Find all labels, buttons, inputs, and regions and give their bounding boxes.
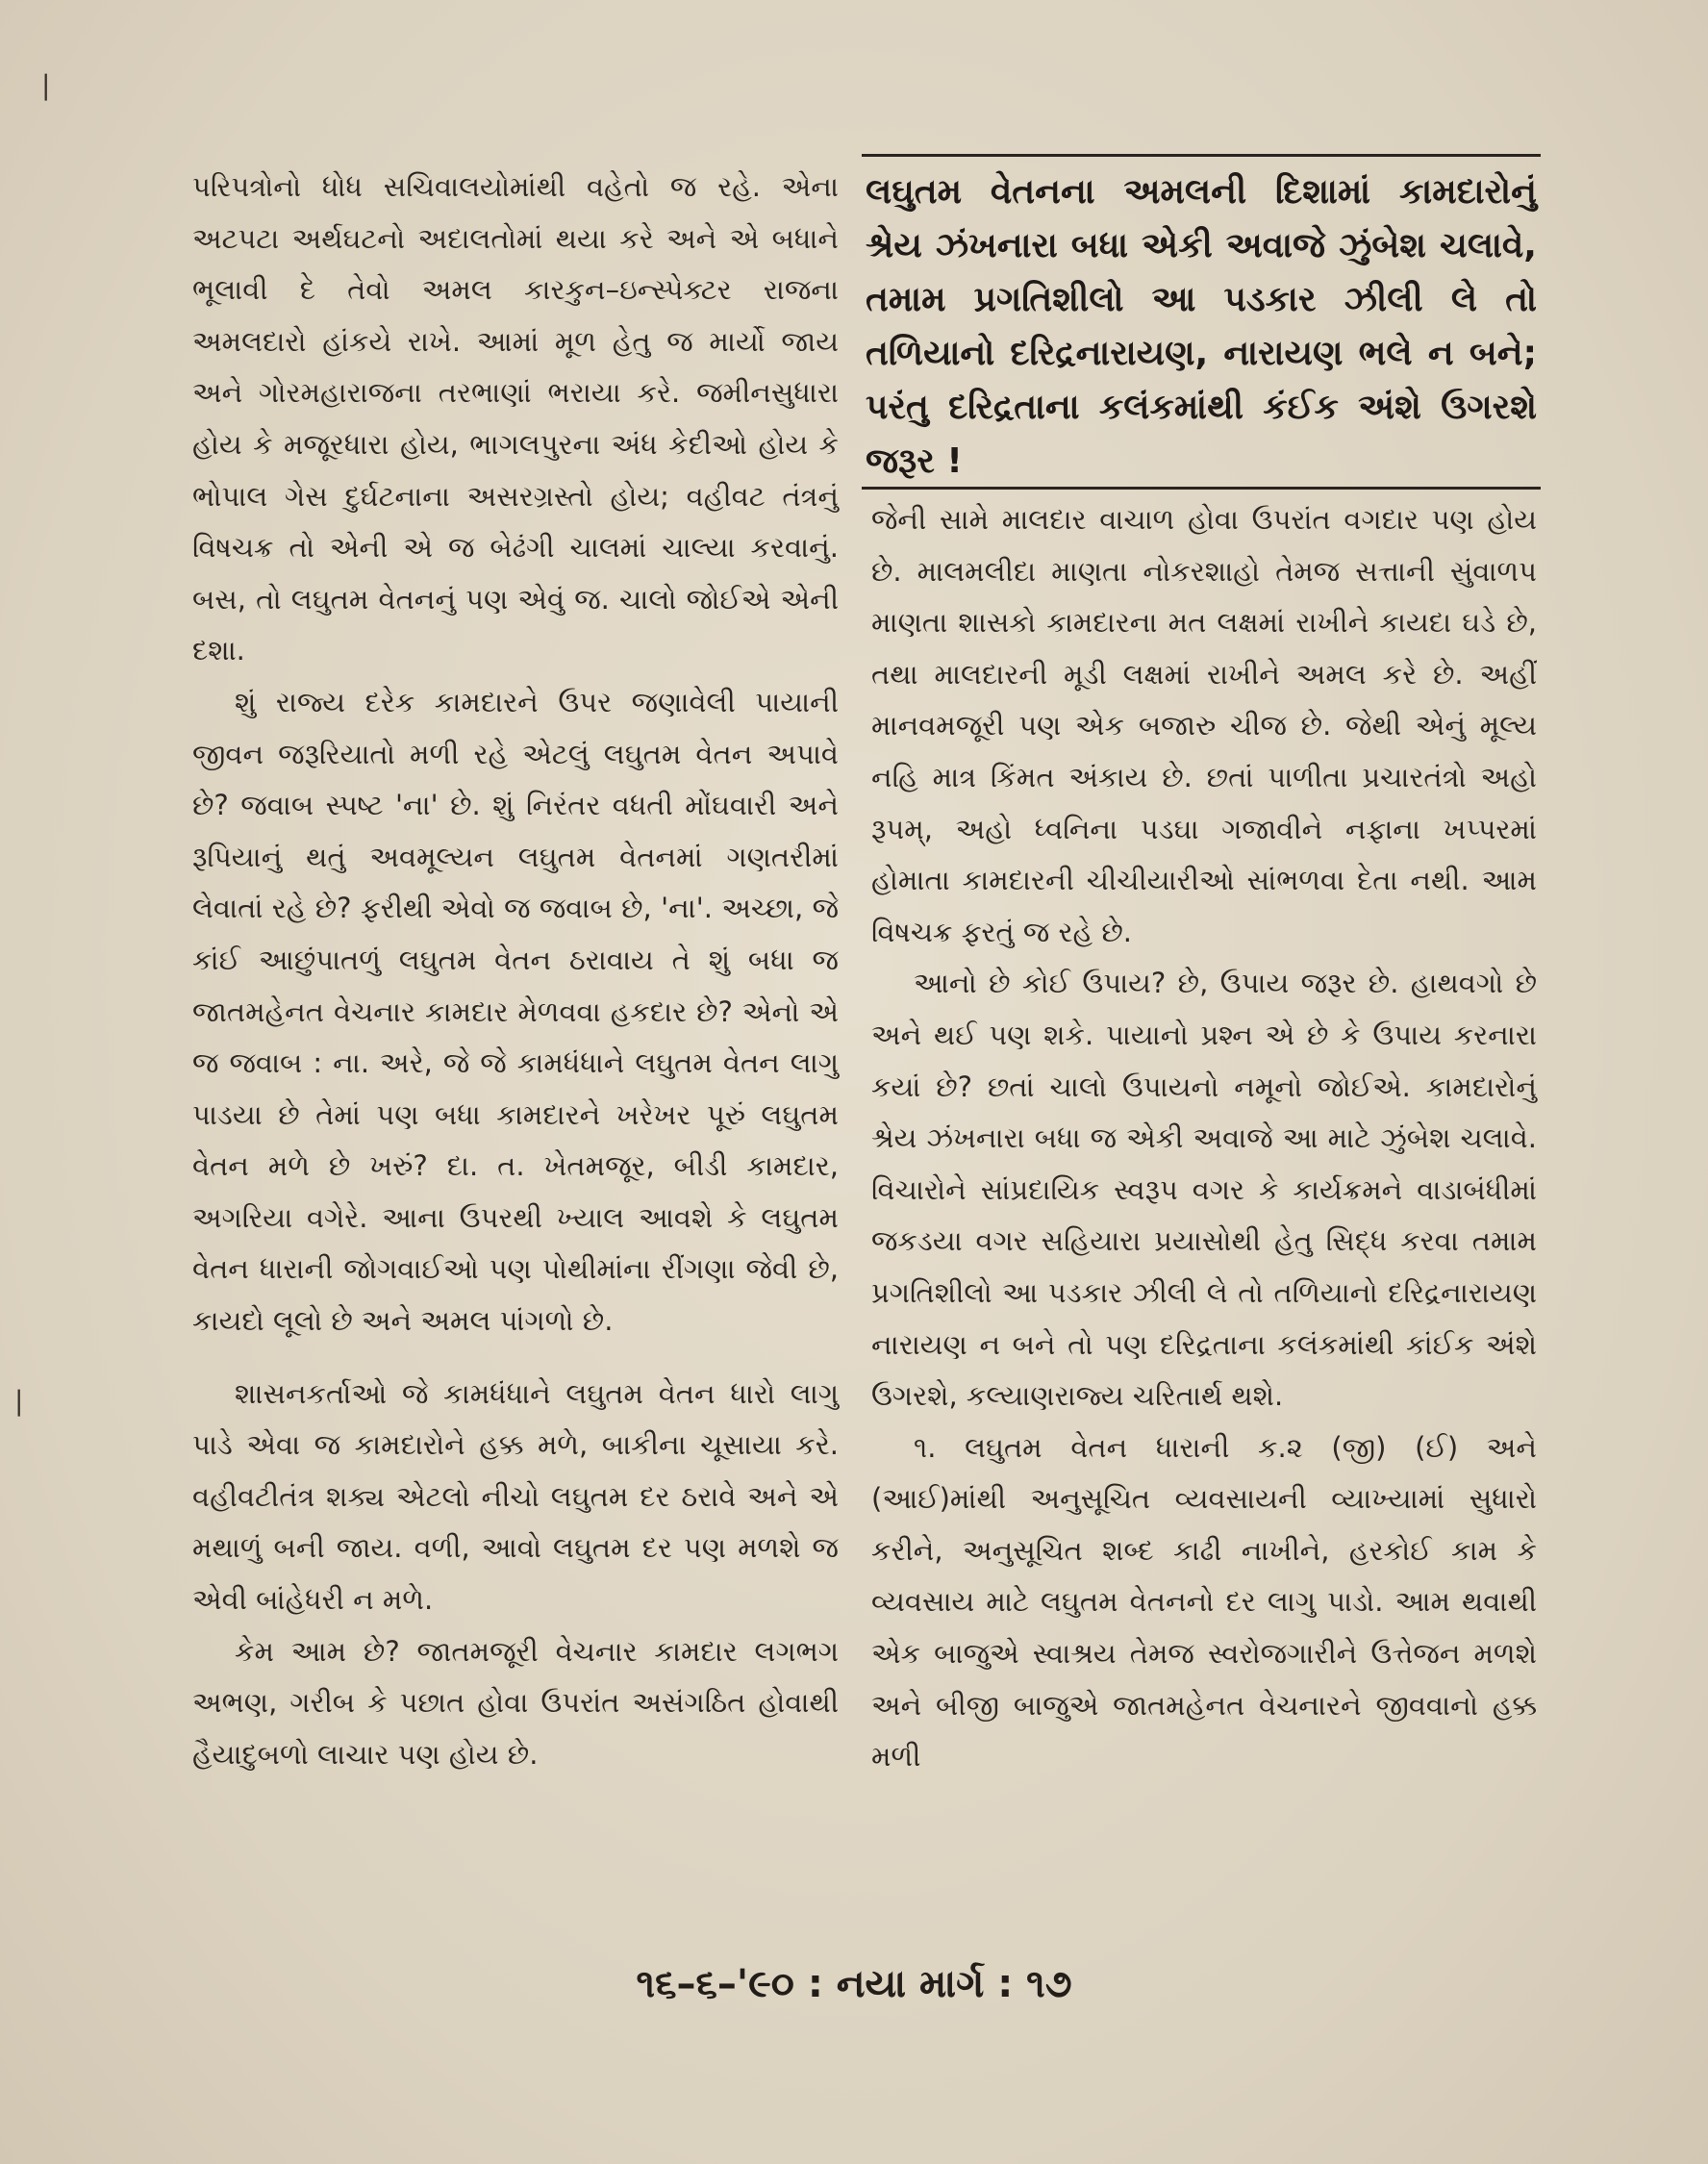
left-paragraph-1: પરિપત્રોનો ધોધ સચિવાલયોમાંથી વહેતો જ રહે. એના અટપટા અર્થઘટનો અદાલતોમાં થયા કરે અને એ બધાને ભૂલાવી દે તેવો અમલ કારકુન–ઇન્સ્પેક્ટર રાજના અમલદારો હાંકયે રાખે. આમાં મૂળ હેતુ જ માર્યો જાય અને ગોરમહારાજના તરભાણાં ભરાયા કરે. જમીનસુધારા હોય કે મજૂરધારા હોય, ભાગલપુરના અંધ કેદીઓ હોય કે ભોપાલ ગેસ દુર્ઘટનાના અસરગ્રસ્તો હોય; વહીવટ તંત્રનું વિષચક્ર તો એની એ જ બેઢંગી ચાલમાં ચાલ્યા કરવાનું. બસ, તો લઘુતમ વેતનનું પણ એવું જ. ચાલો જોઈએ એની દશા. — [192, 170, 839, 667]
left-column — [192, 162, 839, 1780]
page-footer: ૧૬–૬–'૯૦ : નયા માર્ગ : ૧૭ — [636, 1962, 1072, 2006]
margin-mark-top: ❘ — [35, 69, 58, 101]
callout-bottom-rule — [862, 487, 1541, 490]
right-paragraph-1: જેની સામે માલદાર વાચાળ હોવા ઉપરાંત વગદાર પણ હોય છે. માલમલીદા માણતા નોકરશાહો તેમજ સત્તાની સુંવાળપ માણતા શાસકો કામદારના મત લક્ષમાં રાખીને કાયદા ઘડે છે, તથા માલદારની મૂડી લક્ષમાં રાખીને અમલ કરે છે. અહીં માનવમજૂરી પણ એક બજારુ ચીજ છે. જેથી એનું મૂલ્ય નહિ માત્ર કિંમત અંકાય છે. છતાં પાળીતા પ્રચારતંત્રો અહો રૂપમ્, અહો ધ્વનિના પડઘા ગજાવીને નફાના ખપ્પરમાં હોમાતા કામદારની ચીચીયારીઓ સાંભળવા દેતા નથી. આમ વિષચક્ર ફરતું જ રહે છે. — [871, 503, 1537, 948]
margin-mark-left: ❘ — [8, 1385, 31, 1417]
left-paragraph-2: શું રાજ્ય દરેક કામદારને ઉપર જણાવેલી પાયાની જીવન જરૂરિયાતો મળી રહે એટલું લઘુતમ વેતન અપાવે છે? જવાબ સ્પષ્ટ 'ના' છે. શું નિરંતર વધતી મોંઘવારી અને રૂપિયાનું થતું અવમૂલ્યન લઘુતમ વેતનમાં ગણતરીમાં લેવાતાં રહે છે? ફરીથી એવો જ જવાબ છે, 'ના'. અચ્છા, જે કાંઈ આછુંપાતળું લઘુતમ વેતન ઠરાવાય તે શું બધા જ જાતમહેનત વેચનાર કામદાર મેળવવા હકદાર છે? એનો એ જ જવાબ : ના. અરે, જે જે કામધંધાને લઘુતમ વેતન લાગુ પાડયા છે તેમાં પણ બધા કામદારને ખરેખર પૂરું લઘુતમ વેતન મળે છે ખરું? દા. ત. ખેતમજૂર, બીડી કામદાર, અગરિયા વગેરે. આના ઉપરથી ખ્યાલ આવશે કે લઘુતમ વેતન ધારાની જોગવાઈઓ પણ પોથીમાંના રીંગણા જેવી છે, કાયદો લૂલો છે અને અમલ પાંગળો છે. — [192, 685, 839, 1338]
pull-quote: લઘુતમ વેતનના અમલની દિશામાં કામદારોનું શ્રેય ઝંખનારા બધા એકી અવાજે ઝુંબેશ ચલાવે, તમામ પ્રગતિશીલો આ પડકાર ઝીલી લે તો તળિયાનો દરિદ્રનારાયણ, નારાયણ ભલે ન બને; પરંતુ દરિદ્રતાના કલંકમાંથી કંઈક અંશે ઉગરશે જરૂર ! — [866, 172, 1537, 481]
left-paragraph-3: શાસનકર્તાઓ જે કામધંધાને લઘુતમ વેતન ધારો લાગુ પાડે એવા જ કામદારોને હક્ક મળે, બાકીના ચૂસાયા કરે. વહીવટીતંત્ર શક્ય એટલો નીચો લઘુતમ દર ઠરાવે અને એ મથાળું બની જાય. વળી, આવો લઘુતમ દર પણ મળશે જ એવી બાંહેધરી ન મળે. — [192, 1376, 839, 1617]
callout-top-rule — [862, 154, 1541, 157]
left-paragraph-4: કેમ આમ છે? જાતમજૂરી વેચનાર કામદાર લગભગ અભણ, ગરીબ કે પછાત હોવા ઉપરાંત અસંગઠિત હોવાથી હૈયાદુબળો લાચાર પણ હોય છે. — [192, 1634, 839, 1771]
right-column — [871, 494, 1537, 1783]
right-paragraph-3: ૧. લઘુતમ વેતન ધારાની ક.૨ (જી) (ઈ) અને (આઈ)માંથી અનુસૂચિત વ્યવસાયની વ્યાખ્યામાં સુધારો કરીને, અનુસૂચિત શબ્દ કાઢી નાખીને, હરકોઈ કામ કે વ્યવસાય માટે લઘુતમ વેતનનો દર લાગુ પાડો. આમ થવાથી એક બાજુએ સ્વાશ્રય તેમજ સ્વરોજગારીને ઉત્તેજન મળશે અને બીજી બાજુએ જાતમહેનત વેચનારને જીવવાનો હક્ક મળી — [871, 1430, 1537, 1774]
right-paragraph-2: આનો છે કોઈ ઉપાય? છે, ઉપાય જરૂર છે. હાથવગો છે અને થઈ પણ શકે. પાયાનો પ્રશ્ન એ છે કે ઉપાય કરનારા કયાં છે? છતાં ચાલો ઉપાયનો નમૂનો જોઈએ. કામદારોનું શ્રેય ઝંખનારા બધા જ એકી અવાજે આ માટે ઝુંબેશ ચલાવે. વિચારોને સાંપ્રદાયિક સ્વરૂપ વગર કે કાર્યક્રમને વાડાબંધીમાં જકડયા વગર સહિયારા પ્રયાસોથી હેતુ સિદ્ધ કરવા તમામ પ્રગતિશીલો આ પડકાર ઝીલી લે તો તળિયાનો દરિદ્રનારાયણ નારાયણ ન બને તો પણ દરિદ્રતાના કલંકમાંથી કાંઈક અંશે ઉગરશે, કલ્યાણરાજ્ય ચરિતાર્થ થશે. — [871, 967, 1537, 1413]
